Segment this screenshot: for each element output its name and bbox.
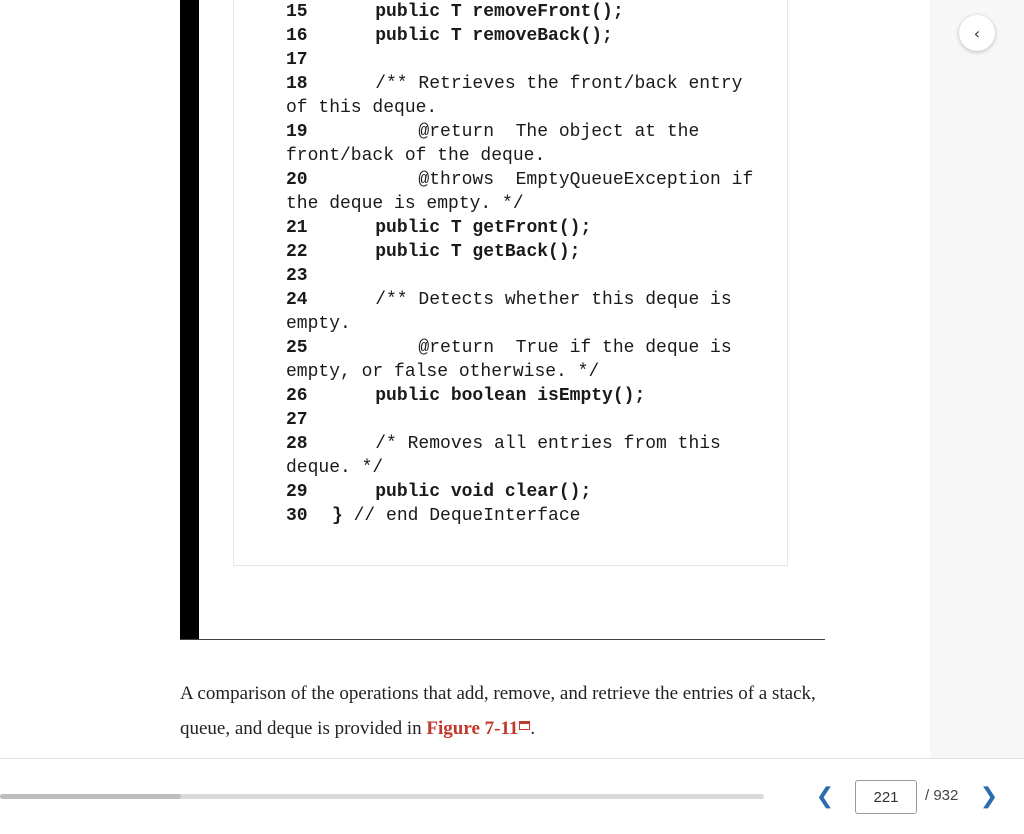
- reading-progress-bar[interactable]: [0, 794, 764, 799]
- code-comment-text: // end DequeInterface: [342, 506, 581, 526]
- code-text: [332, 482, 375, 502]
- page-number-input[interactable]: [855, 780, 917, 814]
- chevron-left-icon: ‹: [973, 23, 981, 43]
- line-number: 26: [286, 386, 308, 406]
- figure-divider: [180, 639, 825, 640]
- code-text: front/back of the deque.: [286, 146, 546, 166]
- line-number: 20: [286, 170, 308, 190]
- code-text: [332, 386, 375, 406]
- code-text: /* Removes all entries from this: [332, 434, 721, 454]
- paragraph-text: A comparison of the operations that add, remove, and retrieve the entries of a stack, queue, and deque is provided in: [180, 683, 816, 739]
- code-figure-sidebar-bar: [180, 0, 199, 640]
- total-pages: / 932: [925, 787, 959, 804]
- code-keyword-text: public void clear();: [375, 482, 592, 502]
- line-number: 18: [286, 74, 308, 94]
- line-number: 17: [286, 50, 308, 70]
- code-text: empty.: [286, 314, 351, 334]
- line-number: 30: [286, 506, 308, 526]
- code-text: @return The object at the: [332, 122, 700, 142]
- reading-progress-fill: [0, 794, 181, 799]
- code-line: [286, 48, 332, 72]
- code-line: [286, 168, 753, 192]
- chevron-left-icon: ❮: [815, 784, 835, 809]
- code-text: [332, 242, 375, 262]
- chevron-right-icon: ❯: [979, 784, 999, 809]
- code-line: [286, 24, 613, 48]
- code-keyword-text: }: [332, 506, 343, 526]
- code-text: [332, 2, 375, 22]
- line-number: 16: [286, 26, 308, 46]
- code-text: @return True if the deque is: [332, 338, 732, 358]
- code-text: [332, 218, 375, 238]
- code-line: [286, 144, 545, 168]
- code-line: [286, 96, 437, 120]
- line-number: 15: [286, 2, 308, 22]
- code-text: /** Detects whether this deque is: [332, 290, 732, 310]
- figure-link[interactable]: Figure 7-11: [426, 718, 519, 739]
- code-line: [286, 120, 699, 144]
- line-number: 28: [286, 434, 308, 454]
- code-line: [286, 288, 732, 312]
- line-number: 27: [286, 410, 308, 430]
- code-text: the deque is empty. */: [286, 194, 524, 214]
- code-keyword-text: public T getBack();: [375, 242, 581, 262]
- code-line: [286, 504, 580, 528]
- code-line: [286, 432, 721, 456]
- code-text: deque. */: [286, 458, 384, 478]
- code-text: /** Retrieves the front/back entry: [332, 74, 743, 94]
- code-line: [286, 384, 645, 408]
- line-number: 25: [286, 338, 308, 358]
- code-line: [286, 408, 332, 432]
- code-line: [286, 264, 332, 288]
- code-keyword-text: public T removeBack();: [375, 26, 613, 46]
- code-text: empty, or false otherwise. */: [286, 362, 600, 382]
- code-line: [286, 456, 383, 480]
- line-number: 22: [286, 242, 308, 262]
- paragraph-end: .: [530, 718, 536, 739]
- line-number: 19: [286, 122, 308, 142]
- code-line: [286, 360, 599, 384]
- code-text: of this deque.: [286, 98, 438, 118]
- code-line: [286, 240, 580, 264]
- next-page-button[interactable]: [977, 783, 1001, 811]
- code-line: [286, 72, 742, 96]
- code-text: [332, 26, 375, 46]
- code-keyword-text: public boolean isEmpty();: [375, 386, 646, 406]
- collapse-panel-button[interactable]: [959, 15, 995, 51]
- code-line: [286, 216, 591, 240]
- previous-page-button[interactable]: [813, 783, 837, 811]
- code-line: [286, 480, 591, 504]
- code-line: [286, 0, 624, 24]
- right-gutter: [930, 0, 1024, 758]
- footer-divider: [0, 758, 1024, 759]
- line-number: 23: [286, 266, 308, 286]
- code-line: [286, 312, 351, 336]
- code-keyword-text: public T getFront();: [375, 218, 592, 238]
- code-keyword-text: public T removeFront();: [375, 2, 624, 22]
- code-line: [286, 336, 732, 360]
- line-number: 21: [286, 218, 308, 238]
- external-link-icon[interactable]: [519, 721, 530, 730]
- code-text: @throws EmptyQueueException if: [332, 170, 754, 190]
- body-paragraph: [180, 676, 840, 746]
- line-number: 24: [286, 290, 308, 310]
- code-line: [286, 192, 524, 216]
- line-number: 29: [286, 482, 308, 502]
